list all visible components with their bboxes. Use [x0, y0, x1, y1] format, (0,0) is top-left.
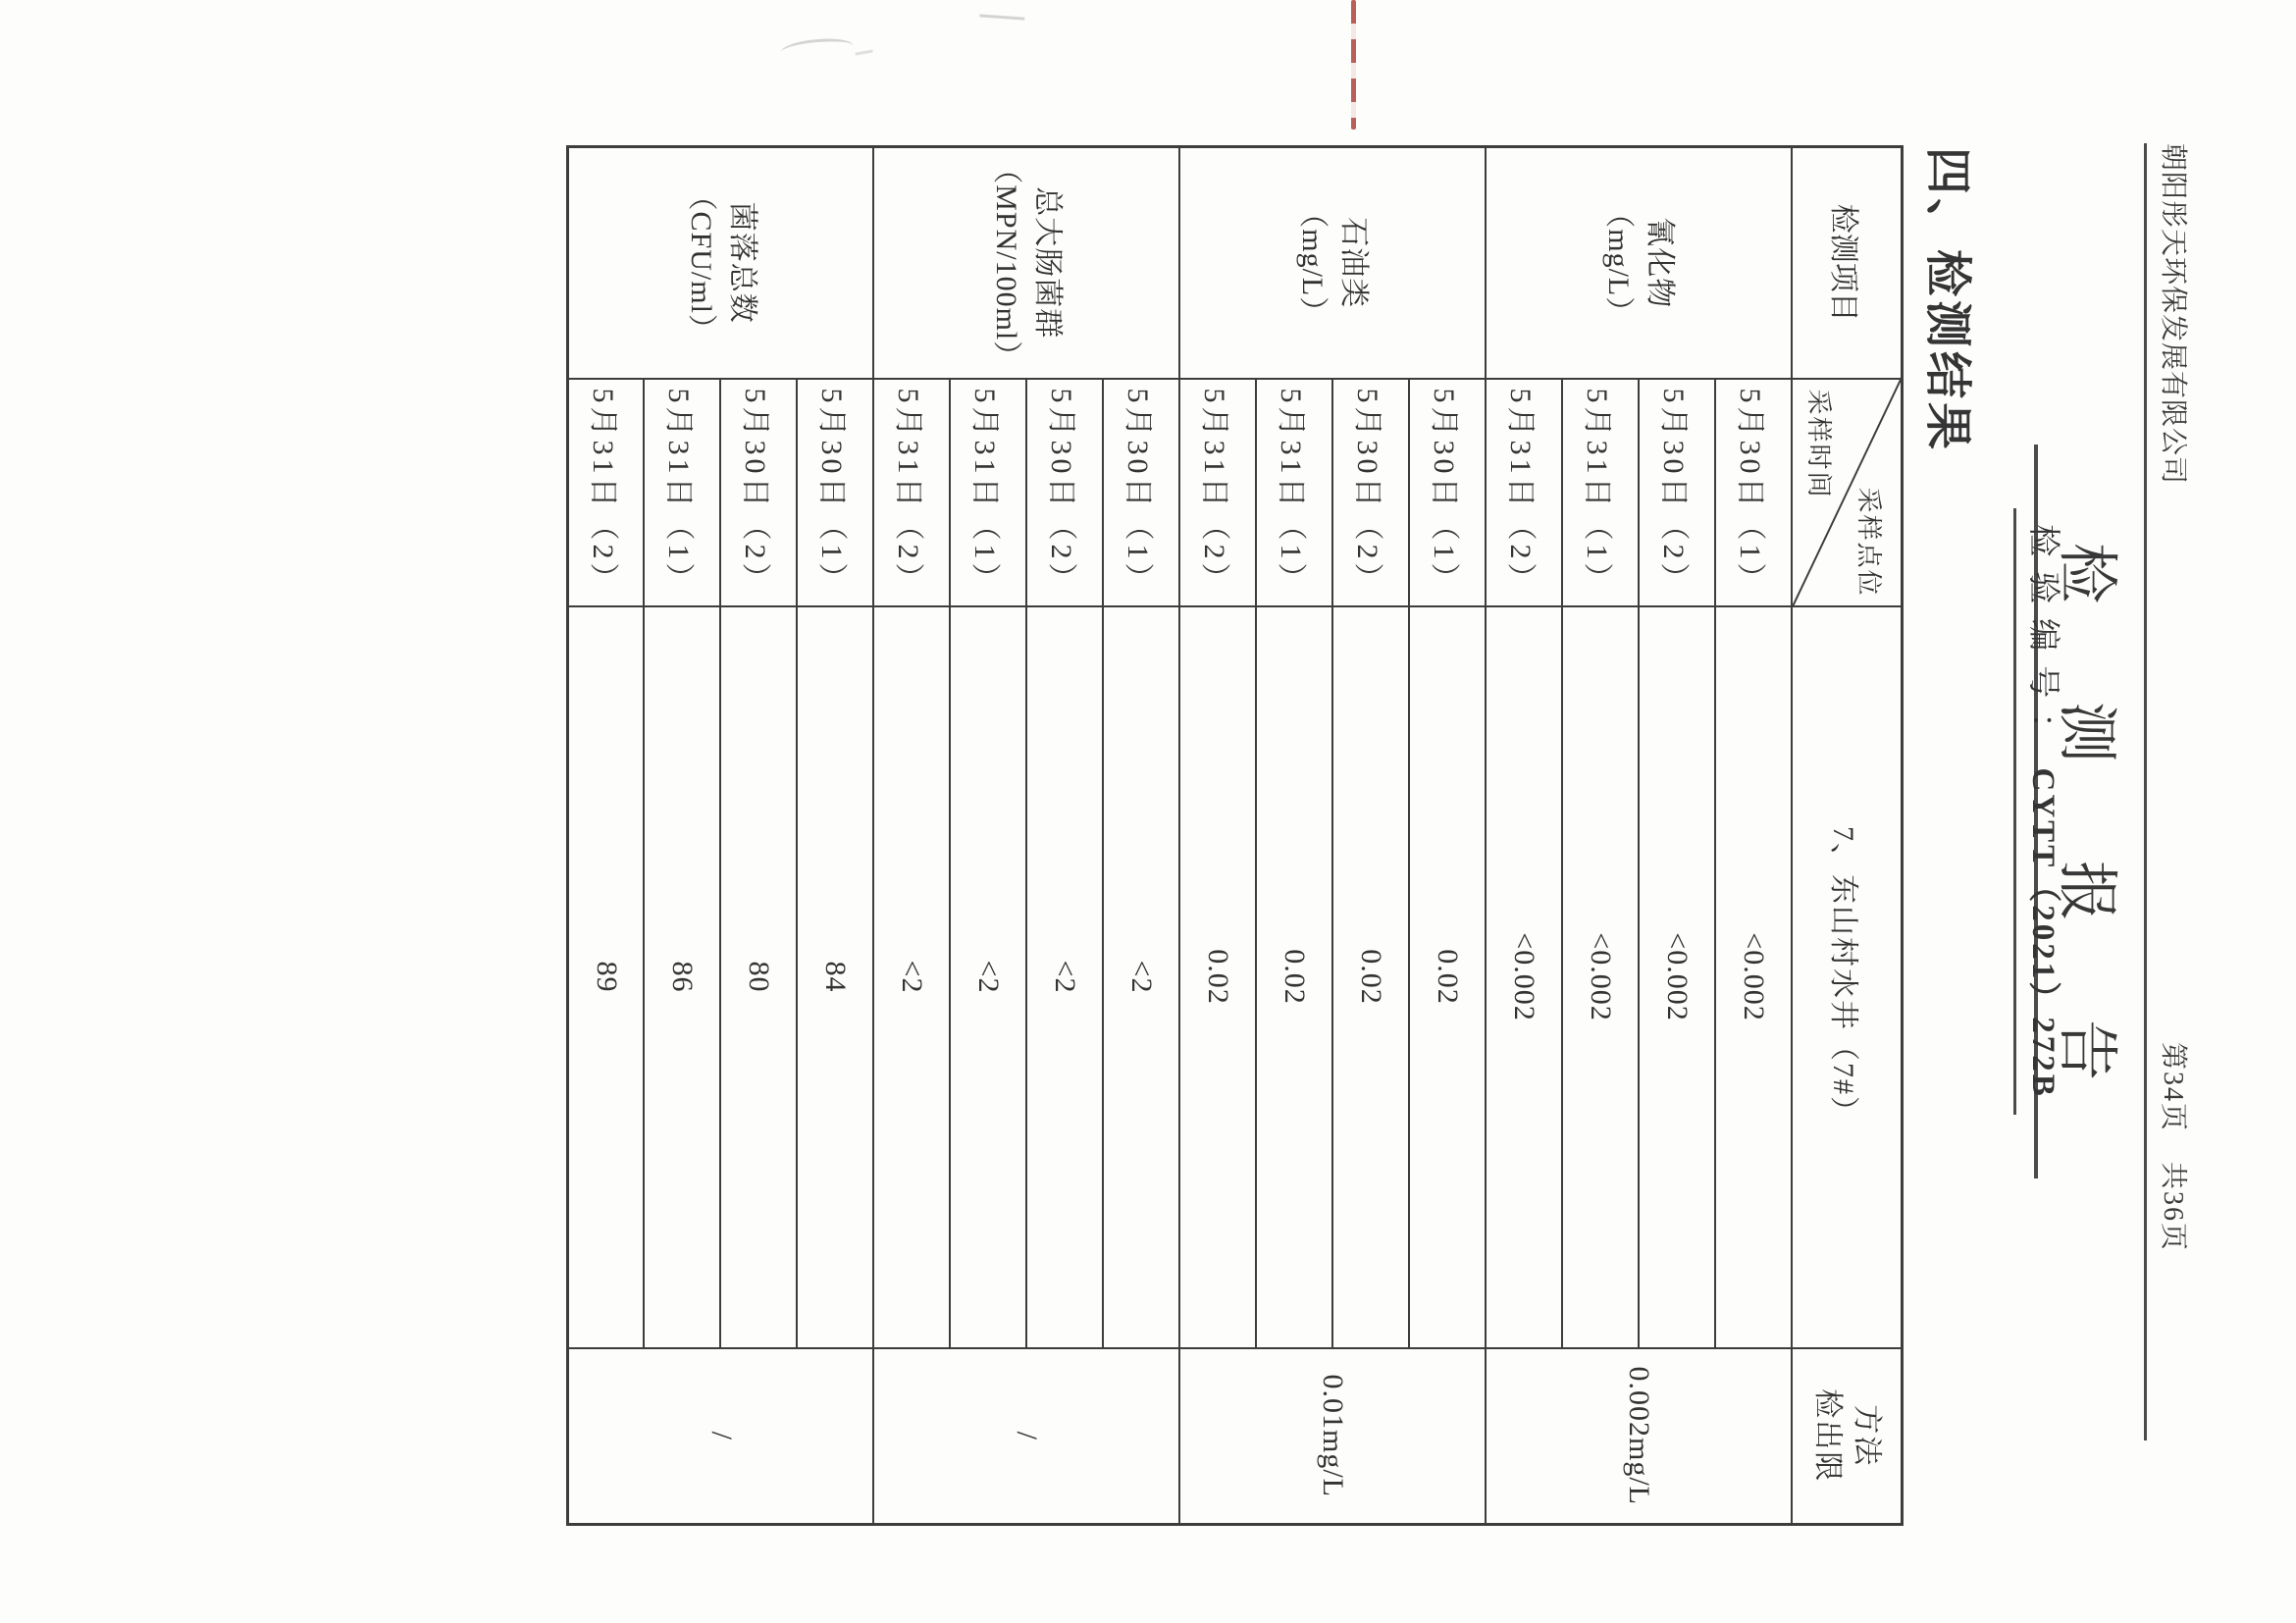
detection-limit-cell: / — [568, 1348, 874, 1525]
sample-value-cell: <2 — [951, 606, 1027, 1348]
table-row — [798, 147, 874, 1525]
header-limit-line2: 检出限 — [1811, 1388, 1845, 1484]
sample-value-cell: 0.02 — [1410, 606, 1487, 1348]
header-detection-limit — [1793, 1348, 1903, 1525]
sample-value-cell: <2 — [1027, 606, 1104, 1348]
item-unit: （mg/L） — [1296, 198, 1330, 328]
sample-value-cell: 80 — [721, 606, 798, 1348]
sample-value-cell: <0.002 — [1640, 606, 1716, 1348]
item-name: 总大肠菌群 — [1031, 186, 1065, 340]
detection-limit-cell: / — [874, 1348, 1180, 1525]
sample-date-cell: 5月30日（1） — [798, 379, 874, 606]
sample-value-cell: <2 — [1104, 606, 1180, 1348]
sample-date-cell: 5月31日（2） — [874, 379, 951, 606]
sample-date-cell: 5月31日（1） — [1257, 379, 1333, 606]
sample-date-cell: 5月30日（2） — [721, 379, 798, 606]
header-site: 7、东山村水井（7#） — [1793, 606, 1903, 1348]
header-sampling-point: 采样点位 — [1854, 487, 1883, 598]
header-item: 检测项目 — [1793, 147, 1903, 379]
table-header-row — [1793, 147, 1903, 1525]
detection-limit-cell: 0.01mg/L — [1180, 1348, 1487, 1525]
table-row — [1410, 147, 1487, 1525]
item-name-cell — [1487, 147, 1793, 379]
sample-date-cell: 5月30日（1） — [1716, 379, 1793, 606]
sample-date-cell: 5月31日（2） — [1487, 379, 1563, 606]
report-title: 检测报告 — [2034, 445, 2136, 1178]
sample-value-cell: <0.002 — [1487, 606, 1563, 1348]
sample-value-cell: 86 — [645, 606, 721, 1348]
sample-date-cell: 5月30日（2） — [1640, 379, 1716, 606]
table-row — [1716, 147, 1793, 1525]
table-row — [1104, 147, 1180, 1525]
section-heading: 四、检测结果 — [1921, 147, 1973, 454]
sample-date-cell: 5月30日（2） — [1027, 379, 1104, 606]
scan-artifact-red-streak — [1351, 0, 1356, 130]
header-sampling-time: 采样时间 — [1804, 389, 1834, 499]
sample-date-cell: 5月31日（1） — [645, 379, 721, 606]
sample-value-cell: 84 — [798, 606, 874, 1348]
item-name: 石油类 — [1337, 217, 1371, 309]
item-name-cell — [1180, 147, 1487, 379]
sample-value-cell: 0.02 — [1180, 606, 1257, 1348]
sample-value-cell: <0.002 — [1716, 606, 1793, 1348]
sample-date-cell: 5月30日（2） — [1333, 379, 1410, 606]
page-header — [2144, 143, 2195, 1440]
sample-value-cell: 89 — [568, 606, 645, 1348]
report-number-value: CYTT（2021）272B — [2025, 767, 2061, 1099]
sample-date-cell: 5月31日（1） — [1563, 379, 1640, 606]
item-unit: （MPN/100ml） — [990, 154, 1023, 372]
detection-limit-cell: 0.002mg/L — [1487, 1348, 1793, 1525]
sample-date-cell: 5月31日（2） — [1180, 379, 1257, 606]
item-unit: （mg/L） — [1602, 198, 1636, 328]
results-table — [566, 145, 1904, 1526]
item-name-cell — [874, 147, 1180, 379]
sample-date-cell: 5月31日（2） — [568, 379, 645, 606]
report-number — [2013, 508, 2069, 1114]
company-name: 朝阳彤天环保发展有限公司 — [2158, 143, 2188, 486]
sample-date-cell: 5月30日（1） — [1104, 379, 1180, 606]
report-number-wrap — [2013, 0, 2069, 1623]
item-name: 菌落总数 — [725, 201, 758, 324]
report-number-label: 检验编号： — [2025, 524, 2061, 760]
page-number: 第34页 共36页 — [2158, 1041, 2188, 1252]
header-diagonal-cell — [1793, 379, 1903, 606]
sample-value-cell: <2 — [874, 606, 951, 1348]
item-unit: （CFU/ml） — [684, 181, 717, 344]
header-limit-line1: 方法 — [1851, 1404, 1884, 1468]
sample-value-cell: <0.002 — [1563, 606, 1640, 1348]
sample-date-cell: 5月30日（1） — [1410, 379, 1487, 606]
sample-value-cell: 0.02 — [1333, 606, 1410, 1348]
item-name: 氰化物 — [1644, 217, 1677, 309]
sample-date-cell: 5月31日（1） — [951, 379, 1027, 606]
sample-value-cell: 0.02 — [1257, 606, 1333, 1348]
item-name-cell — [568, 147, 874, 379]
